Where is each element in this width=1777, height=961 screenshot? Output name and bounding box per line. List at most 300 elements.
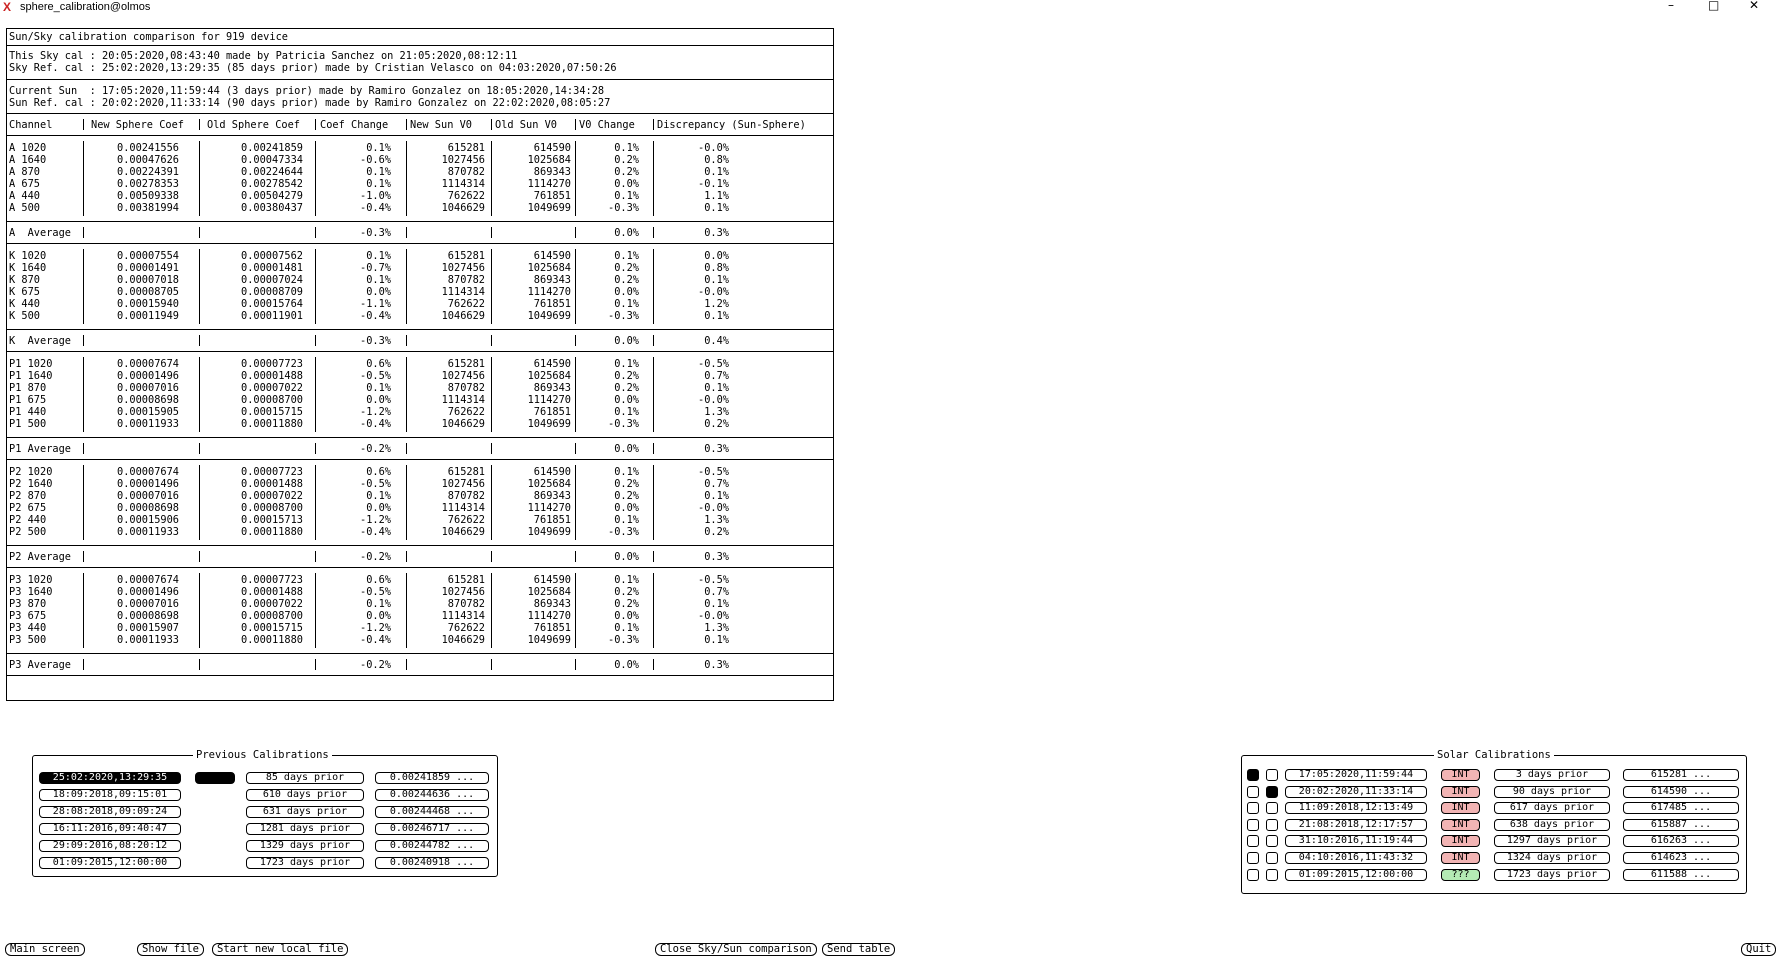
data-row-cell: 0.00008705 — [117, 286, 179, 298]
data-row-cell: 0.1% — [704, 274, 729, 286]
previous-cal-date-button[interactable]: 16:11:2016,09:40:47 — [39, 823, 181, 835]
data-row-cell: P2 1640 — [9, 478, 53, 490]
average-cell: P3 Average — [9, 659, 71, 671]
solar-cal-value-button[interactable]: 614590 ... — [1623, 786, 1739, 798]
previous-cal-prior-label: 631 days prior — [246, 806, 364, 818]
solar-cal-prior-label: 1324 days prior — [1494, 852, 1610, 864]
data-row-cell: -0.4% — [360, 526, 391, 538]
average-cell: 0.0% — [614, 551, 639, 563]
data-row-cell: P3 500 — [9, 634, 47, 646]
previous-cal-date-button[interactable]: 01:09:2015,12:00:00 — [39, 857, 181, 869]
data-row-cell: 0.00008698 — [117, 394, 179, 406]
data-row-cell: 1049699 — [527, 202, 571, 214]
data-row-cell: 0.1% — [704, 634, 729, 646]
data-row-cell: -0.5% — [360, 586, 391, 598]
solar-cal-value-button[interactable]: 615887 ... — [1623, 819, 1739, 831]
data-row-cell: 0.2% — [614, 262, 639, 274]
data-row-cell: P2 675 — [9, 502, 47, 514]
data-row-cell: 1114314 — [441, 286, 485, 298]
previous-cal-prior-label: 1329 days prior — [246, 840, 364, 852]
solar-cal-date-button[interactable]: 20:02:2020,11:33:14 — [1285, 786, 1427, 798]
column-separator — [653, 141, 654, 216]
data-row-cell: P1 675 — [9, 394, 47, 406]
solar-current-checkbox[interactable] — [1247, 819, 1259, 831]
data-row-cell: 0.00007554 — [117, 250, 179, 262]
solar-cal-value-button[interactable]: 611588 ... — [1623, 869, 1739, 881]
column-separator — [575, 335, 576, 346]
data-row-cell: P3 1020 — [9, 574, 53, 586]
column-separator — [491, 227, 492, 238]
data-row-cell: 1.3% — [704, 514, 729, 526]
column-separator — [491, 465, 492, 540]
data-row-cell: 0.00008700 — [241, 394, 303, 406]
solar-current-checkbox[interactable] — [1247, 769, 1259, 781]
average-cell: 0.0% — [614, 443, 639, 455]
column-separator — [315, 249, 316, 324]
main-screen-button[interactable]: Main screen — [5, 943, 85, 956]
sun-current-line: Current Sun : 17:05:2020,11:59:44 (3 days prior) made by Ramiro Gonzalez on 18:05:2020,14:34:28 — [9, 85, 605, 97]
data-row-cell: 0.00380437 — [241, 202, 303, 214]
data-row-cell: 614590 — [533, 466, 571, 478]
average-cell: -0.2% — [360, 659, 391, 671]
data-row-cell: 0.00011949 — [117, 310, 179, 322]
data-row-cell: 0.0% — [704, 250, 729, 262]
data-row-cell: 0.0% — [366, 610, 391, 622]
column-separator — [406, 443, 407, 454]
data-row-cell: 1114270 — [527, 610, 571, 622]
solar-reference-checkbox[interactable] — [1266, 835, 1278, 847]
average-cell: 0.3% — [704, 659, 729, 671]
data-row-cell: 0.1% — [366, 382, 391, 394]
data-row-cell: 1025684 — [527, 154, 571, 166]
data-row-cell: 1114314 — [441, 178, 485, 190]
data-row-cell: 0.1% — [614, 190, 639, 202]
solar-cal-date-button[interactable]: 04:10:2016,11:43:32 — [1285, 852, 1427, 864]
column-separator — [653, 335, 654, 346]
data-row-cell: 762622 — [447, 298, 485, 310]
solar-current-checkbox[interactable] — [1247, 852, 1259, 864]
column-separator — [491, 141, 492, 216]
data-row-cell: 0.0% — [614, 394, 639, 406]
data-row-cell: 1049699 — [527, 526, 571, 538]
data-row-cell: 0.1% — [614, 250, 639, 262]
comparison-table — [7, 114, 833, 700]
solar-cal-value-button[interactable]: 617485 ... — [1623, 802, 1739, 814]
data-row-cell: 0.1% — [366, 166, 391, 178]
data-row-cell: 0.00007562 — [241, 250, 303, 262]
data-row-cell: 1.2% — [704, 298, 729, 310]
column-separator — [199, 119, 200, 130]
average-cell: P2 Average — [9, 551, 71, 563]
data-row-cell: P1 1640 — [9, 370, 53, 382]
column-separator — [199, 249, 200, 324]
solar-cal-type-badge: INT — [1441, 835, 1480, 847]
data-row-cell: 0.1% — [366, 274, 391, 286]
data-row-cell: -0.0% — [698, 142, 729, 154]
data-row-cell: -0.5% — [698, 358, 729, 370]
data-row-cell: 1114314 — [441, 394, 485, 406]
average-cell: K Average — [9, 335, 71, 347]
data-row-cell: 0.00015715 — [241, 406, 303, 418]
data-row-cell: 1027456 — [441, 262, 485, 274]
data-row-cell: 0.00015906 — [117, 514, 179, 526]
data-row-cell: -1.0% — [360, 190, 391, 202]
column-separator — [83, 659, 84, 670]
close-comparison-button[interactable]: Close Sky/Sun comparison — [655, 943, 817, 956]
data-row-cell: 0.6% — [366, 358, 391, 370]
data-row-cell: 1025684 — [527, 478, 571, 490]
start-new-local-file-button[interactable]: Start new local file — [212, 943, 348, 956]
data-row-cell: 0.00001496 — [117, 370, 179, 382]
previous-cal-value-button[interactable]: 0.00244782 ... — [375, 840, 489, 852]
data-row-cell: 615281 — [447, 250, 485, 262]
data-row-cell: 1.3% — [704, 406, 729, 418]
column-separator — [315, 551, 316, 562]
previous-cal-prior-label: 610 days prior — [246, 789, 364, 801]
send-table-button[interactable]: Send table — [822, 943, 895, 956]
data-row-cell: 0.1% — [366, 490, 391, 502]
data-row-cell: 869343 — [533, 598, 571, 610]
data-row-cell: 1027456 — [441, 154, 485, 166]
column-separator — [406, 465, 407, 540]
column-separator — [406, 573, 407, 648]
solar-cal-type-badge: INT — [1441, 819, 1480, 831]
data-row-cell: 0.2% — [614, 478, 639, 490]
column-separator — [83, 227, 84, 238]
data-row-cell: 0.0% — [614, 178, 639, 190]
data-row-cell: A 440 — [9, 190, 40, 202]
data-row-cell: A 1640 — [9, 154, 47, 166]
solar-reference-checkbox[interactable] — [1266, 786, 1278, 798]
data-row-cell: 1027456 — [441, 586, 485, 598]
data-row-cell: 0.1% — [704, 382, 729, 394]
data-row-cell: 0.00008700 — [241, 610, 303, 622]
column-separator — [83, 573, 84, 648]
data-row-cell: 0.00504279 — [241, 190, 303, 202]
previous-cal-value-button[interactable]: 0.00246717 ... — [375, 823, 489, 835]
previous-cal-date-button[interactable]: 25:02:2020,13:29:35 — [39, 772, 181, 784]
previous-cal-value-button[interactable]: 0.00241859 ... — [375, 772, 489, 784]
column-header: Coef Change — [320, 119, 389, 131]
data-row-cell: 761851 — [533, 298, 571, 310]
data-row-cell: 762622 — [447, 190, 485, 202]
column-separator — [653, 227, 654, 238]
data-row-cell: 0.00015905 — [117, 406, 179, 418]
data-row-cell: -1.2% — [360, 514, 391, 526]
data-row-cell: 762622 — [447, 514, 485, 526]
data-row-cell: 0.0% — [366, 394, 391, 406]
column-separator — [653, 659, 654, 670]
data-row-cell: 0.00015715 — [241, 622, 303, 634]
column-separator — [315, 119, 316, 130]
data-row-cell: 1049699 — [527, 310, 571, 322]
column-separator — [406, 227, 407, 238]
column-separator — [83, 119, 84, 130]
sky-cal-line: This Sky cal : 20:05:2020,08:43:40 made by Patricia Sanchez on 21:05:2020,08:12:11 — [9, 50, 518, 62]
data-row-cell: -0.4% — [360, 202, 391, 214]
previous-cal-prior-label: 1281 days prior — [246, 823, 364, 835]
data-row-cell: 0.00015764 — [241, 298, 303, 310]
average-row — [7, 222, 833, 244]
data-row-cell: -0.6% — [360, 154, 391, 166]
data-row-cell: 1027456 — [441, 478, 485, 490]
previous-cal-prior-label: 1723 days prior — [246, 857, 364, 869]
data-row-cell: 0.00224391 — [117, 166, 179, 178]
previous-cal-value-button[interactable]: 0.00244636 ... — [375, 789, 489, 801]
data-row-cell: -0.4% — [360, 310, 391, 322]
data-row-cell: 615281 — [447, 574, 485, 586]
solar-current-checkbox[interactable] — [1247, 835, 1259, 847]
data-row-cell: 0.00001488 — [241, 370, 303, 382]
column-separator — [199, 659, 200, 670]
data-row-cell: 0.1% — [366, 598, 391, 610]
column-separator — [315, 141, 316, 216]
solar-calibrations-group — [1241, 749, 1747, 894]
solar-cal-date-button[interactable]: 17:05:2020,11:59:44 — [1285, 769, 1427, 781]
data-row-cell: 870782 — [447, 382, 485, 394]
average-cell: 0.3% — [704, 551, 729, 563]
data-row-cell: 0.7% — [704, 478, 729, 490]
column-separator — [491, 335, 492, 346]
previous-calibrations-title: Previous Calibrations — [193, 749, 332, 761]
column-separator — [199, 573, 200, 648]
data-row-cell: 0.00007016 — [117, 598, 179, 610]
column-separator — [575, 227, 576, 238]
column-separator — [575, 659, 576, 670]
previous-cal-value-button[interactable]: 0.00240918 ... — [375, 857, 489, 869]
column-separator — [575, 357, 576, 432]
data-row-cell: 1025684 — [527, 262, 571, 274]
column-separator — [83, 465, 84, 540]
data-row-cell: 0.00015713 — [241, 514, 303, 526]
data-row-cell: P3 440 — [9, 622, 47, 634]
data-row-cell: -0.3% — [608, 526, 639, 538]
data-row-cell: 1114314 — [441, 610, 485, 622]
column-separator — [406, 141, 407, 216]
solar-cal-date-button[interactable]: 11:09:2018,12:13:49 — [1285, 802, 1427, 814]
column-separator — [199, 465, 200, 540]
column-separator — [653, 119, 654, 130]
data-row-cell: 1114314 — [441, 502, 485, 514]
data-row-cell: A 870 — [9, 166, 40, 178]
data-row-cell: 870782 — [447, 274, 485, 286]
data-row-cell: 0.1% — [614, 622, 639, 634]
data-row-cell: K 675 — [9, 286, 40, 298]
data-row-cell: 0.00381994 — [117, 202, 179, 214]
solar-cal-prior-label: 638 days prior — [1494, 819, 1610, 831]
average-cell: 0.0% — [614, 335, 639, 347]
data-row-cell: 0.00007022 — [241, 490, 303, 502]
data-row-cell: 0.0% — [366, 286, 391, 298]
column-separator — [653, 551, 654, 562]
data-row-cell: -0.0% — [698, 286, 729, 298]
average-cell: -0.2% — [360, 443, 391, 455]
selected-indicator — [195, 772, 235, 784]
solar-reference-checkbox[interactable] — [1266, 852, 1278, 864]
data-row-cell: P2 870 — [9, 490, 47, 502]
data-row-cell: 0.1% — [614, 514, 639, 526]
column-separator — [315, 357, 316, 432]
data-row-cell: 0.00001488 — [241, 586, 303, 598]
column-header: Channel — [9, 119, 53, 131]
solar-cal-value-button[interactable]: 614623 ... — [1623, 852, 1739, 864]
data-row-cell: 614590 — [533, 250, 571, 262]
data-row-cell: 0.2% — [614, 154, 639, 166]
column-separator — [406, 659, 407, 670]
data-row-cell: 0.00011901 — [241, 310, 303, 322]
data-row-cell: 761851 — [533, 514, 571, 526]
data-row-cell: -0.0% — [698, 610, 729, 622]
column-separator — [575, 119, 576, 130]
previous-cal-date-button[interactable]: 18:09:2018,09:15:01 — [39, 789, 181, 801]
solar-reference-checkbox[interactable] — [1266, 769, 1278, 781]
column-separator — [575, 465, 576, 540]
data-row-cell: -0.3% — [608, 310, 639, 322]
comparison-report — [6, 28, 834, 701]
previous-cal-value-button[interactable]: 0.00244468 ... — [375, 806, 489, 818]
data-row-cell: P3 675 — [9, 610, 47, 622]
quit-button[interactable]: Quit — [1741, 943, 1776, 956]
column-separator — [491, 357, 492, 432]
data-row-cell: 0.00011933 — [117, 526, 179, 538]
data-row-cell: 614590 — [533, 142, 571, 154]
data-row-cell: 0.00278542 — [241, 178, 303, 190]
data-row-cell: 762622 — [447, 622, 485, 634]
window-titlebar — [0, 0, 1777, 14]
window-title: sphere_calibration@olmos — [20, 1, 151, 13]
solar-cal-date-button[interactable]: 21:08:2018,12:17:57 — [1285, 819, 1427, 831]
data-row-cell: 0.00007723 — [241, 466, 303, 478]
data-row-cell: 1.1% — [704, 190, 729, 202]
solar-cal-date-button[interactable]: 31:10:2016,11:19:44 — [1285, 835, 1427, 847]
data-row-cell: 0.00011880 — [241, 526, 303, 538]
column-header: Old Sun V0 — [495, 119, 557, 131]
column-separator — [199, 357, 200, 432]
data-row-cell: P3 1640 — [9, 586, 53, 598]
column-separator — [83, 335, 84, 346]
column-separator — [83, 551, 84, 562]
data-row-cell: 0.00007674 — [117, 358, 179, 370]
data-row-cell: 0.00001488 — [241, 478, 303, 490]
average-cell: -0.2% — [360, 551, 391, 563]
data-row-cell: -0.3% — [608, 634, 639, 646]
column-separator — [653, 465, 654, 540]
solar-reference-checkbox[interactable] — [1266, 869, 1278, 881]
data-row-cell: 1046629 — [441, 310, 485, 322]
data-row-cell: 1.3% — [704, 622, 729, 634]
channel-block — [7, 244, 833, 330]
solar-current-checkbox[interactable] — [1247, 869, 1259, 881]
data-row-cell: 614590 — [533, 574, 571, 586]
solar-cal-value-button[interactable]: 616263 ... — [1623, 835, 1739, 847]
average-cell: 0.0% — [614, 227, 639, 239]
column-separator — [406, 335, 407, 346]
data-row-cell: -0.0% — [698, 394, 729, 406]
average-cell: 0.0% — [614, 659, 639, 671]
solar-cal-date-button[interactable]: 01:09:2015,12:00:00 — [1285, 869, 1427, 881]
solar-cal-prior-label: 1723 days prior — [1494, 869, 1610, 881]
average-cell: P1 Average — [9, 443, 71, 455]
data-row-cell: 0.1% — [614, 406, 639, 418]
solar-cal-value-button[interactable]: 615281 ... — [1623, 769, 1739, 781]
close-icon[interactable]: ✕ — [1749, 0, 1760, 12]
data-row-cell: 0.8% — [704, 154, 729, 166]
data-row-cell: 869343 — [533, 490, 571, 502]
solar-cal-prior-label: 90 days prior — [1494, 786, 1610, 798]
data-row-cell: 0.2% — [614, 274, 639, 286]
column-separator — [315, 659, 316, 670]
solar-calibrations-title: Solar Calibrations — [1434, 749, 1554, 761]
data-row-cell: P1 1020 — [9, 358, 53, 370]
data-row-cell: 1046629 — [441, 634, 485, 646]
sky-ref-line: Sky Ref. cal : 25:02:2020,13:29:35 (85 days prior) made by Cristian Velasco on 04:03:2020,07:50:26 — [9, 62, 617, 74]
maximize-icon[interactable]: □ — [1708, 0, 1720, 12]
data-row-cell: 0.00008698 — [117, 610, 179, 622]
data-row-cell: 614590 — [533, 358, 571, 370]
data-row-cell: 0.00011880 — [241, 634, 303, 646]
previous-cal-date-button[interactable]: 29:09:2016,08:20:12 — [39, 840, 181, 852]
data-row-cell: 1027456 — [441, 370, 485, 382]
data-row-cell: 0.00047334 — [241, 154, 303, 166]
column-separator — [491, 659, 492, 670]
solar-current-checkbox[interactable] — [1247, 802, 1259, 814]
column-separator — [199, 335, 200, 346]
solar-cal-prior-label: 617 days prior — [1494, 802, 1610, 814]
data-row-cell: 0.1% — [366, 178, 391, 190]
previous-cal-prior-label: 85 days prior — [246, 772, 364, 784]
solar-reference-checkbox[interactable] — [1266, 802, 1278, 814]
data-row-cell: -0.5% — [698, 466, 729, 478]
data-row-cell: 0.0% — [614, 610, 639, 622]
show-file-button[interactable]: Show file — [137, 943, 204, 956]
average-cell: 0.4% — [704, 335, 729, 347]
data-row-cell: -1.2% — [360, 406, 391, 418]
previous-cal-date-button[interactable]: 28:08:2018,09:09:24 — [39, 806, 181, 818]
data-row-cell: 0.00007723 — [241, 358, 303, 370]
data-row-cell: A 675 — [9, 178, 40, 190]
data-row-cell: 0.1% — [614, 358, 639, 370]
channel-block — [7, 460, 833, 546]
solar-cal-prior-label: 1297 days prior — [1494, 835, 1610, 847]
data-row-cell: 0.00008709 — [241, 286, 303, 298]
data-row-cell: K 870 — [9, 274, 40, 286]
data-row-cell: 0.1% — [704, 310, 729, 322]
data-row-cell: 0.00007022 — [241, 598, 303, 610]
data-row-cell: 0.2% — [614, 490, 639, 502]
column-separator — [491, 249, 492, 324]
data-row-cell: 870782 — [447, 598, 485, 610]
data-row-cell: 1114270 — [527, 178, 571, 190]
column-separator — [199, 443, 200, 454]
column-separator — [653, 573, 654, 648]
average-cell: -0.3% — [360, 335, 391, 347]
data-row-cell: -1.1% — [360, 298, 391, 310]
solar-current-checkbox[interactable] — [1247, 786, 1259, 798]
data-row-cell: 0.00001496 — [117, 586, 179, 598]
solar-cal-type-badge: INT — [1441, 852, 1480, 864]
column-separator — [491, 551, 492, 562]
data-row-cell: 0.1% — [366, 142, 391, 154]
channel-block — [7, 136, 833, 222]
solar-reference-checkbox[interactable] — [1266, 819, 1278, 831]
data-row-cell: 0.2% — [614, 598, 639, 610]
data-row-cell: 0.00011880 — [241, 418, 303, 430]
data-row-cell: P3 870 — [9, 598, 47, 610]
sun-ref-line: Sun Ref. cal : 20:02:2020,11:33:14 (90 days prior) made by Ramiro Gonzalez on 22:02:2020,08:05:27 — [9, 97, 611, 109]
column-separator — [199, 551, 200, 562]
data-row-cell: -0.5% — [698, 574, 729, 586]
minimize-icon[interactable]: – — [1668, 0, 1674, 12]
